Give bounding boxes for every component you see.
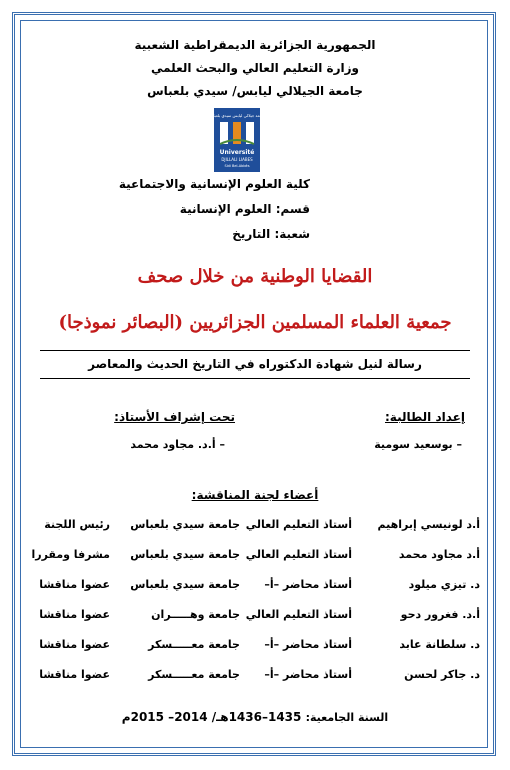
member-role: عضوا مناقشا xyxy=(39,668,110,681)
member-name: أ.د لونيسي إبراهيم xyxy=(377,518,480,531)
student-label: إعداد الطالبة: xyxy=(385,410,465,424)
university-heading: جامعة الجيلالي ليابس/ سيدي بلعباس xyxy=(147,84,363,98)
divider-top xyxy=(40,350,470,351)
member-name: د. جاكر لحسن xyxy=(404,668,480,681)
supervisor-name-text: أ.د. مجاود محمد xyxy=(130,438,216,451)
committee-row xyxy=(40,668,480,686)
member-role: مشرفا ومقررا xyxy=(31,548,110,561)
member-rank: أستاذ التعليم العالي xyxy=(245,518,352,531)
member-rank: أستاذ محاضر –أ– xyxy=(264,638,352,651)
logo-arabic-text: جامعة جيلالي ليابس سيدي بلعباس xyxy=(208,113,266,118)
student-name-text: بوسعيد سومية xyxy=(374,438,453,451)
academic-year-value: 1435–1436هـ/ 2014– 2015م xyxy=(121,710,302,724)
member-role: عضوا مناقشا xyxy=(39,608,110,621)
committee-row xyxy=(40,518,480,536)
supervisor-name: – أ.د. مجاود محمد xyxy=(130,438,225,451)
member-role: عضوا مناقشا xyxy=(39,578,110,591)
thesis-title-line-1: القضايا الوطنية من خلال صحف xyxy=(137,266,373,287)
member-university: جامعة سيدي بلعباس xyxy=(130,548,240,561)
supervisor-label: تحت إشراف الأستاذ: xyxy=(114,410,235,424)
member-university: جامعة وهـــــران xyxy=(151,608,240,621)
member-name: أ.د. فغرور دحو xyxy=(400,608,480,621)
member-rank: أستاذ محاضر –أ– xyxy=(264,578,352,591)
thesis-title-line-2: جمعية العلماء المسلمين الجزائريين (البصائر نموذجا) xyxy=(58,312,452,333)
branch-name: شعبة: التاريخ xyxy=(232,227,310,241)
logo-brand-text: Université xyxy=(219,149,255,156)
ministry-heading: وزارة التعليم العالي والبحث العلمي xyxy=(150,61,360,75)
divider-bottom xyxy=(40,378,470,379)
member-university: جامعة معـــــسكر xyxy=(148,638,240,651)
academic-year xyxy=(100,710,410,724)
committee-row xyxy=(40,608,480,626)
committee-row xyxy=(40,638,480,656)
member-university: جامعة سيدي بلعباس xyxy=(130,518,240,531)
member-role: عضوا مناقشا xyxy=(39,638,110,651)
member-name: د. سلطانة عابد xyxy=(399,638,480,651)
republic-heading: الجمهورية الجزائرية الديمقراطية الشعبية xyxy=(134,38,376,52)
member-university: جامعة معـــــسكر xyxy=(148,668,240,681)
member-rank: أستاذ التعليم العالي xyxy=(245,548,352,561)
member-role: رئيس اللجنة xyxy=(44,518,110,531)
committee-heading: أعضاء لجنة المناقشة: xyxy=(191,488,319,502)
department-name: قسم: العلوم الإنسانية xyxy=(179,202,310,216)
university-logo xyxy=(208,108,266,172)
logo-city-text: Sidi Bel-Abbès xyxy=(224,164,250,168)
member-name: د. تيزي ميلود xyxy=(408,578,480,591)
member-university: جامعة سيدي بلعباس xyxy=(130,578,240,591)
logo-sub-text: DJILLALI LIABES xyxy=(221,157,253,162)
member-rank: أستاذ التعليم العالي xyxy=(245,608,352,621)
degree-subtitle: رسالة لنيل شهادة الدكتوراه في التاريخ الحديث والمعاصر xyxy=(88,357,422,371)
faculty-name: كلية العلوم الإنسانية والاجتماعية xyxy=(118,177,310,191)
committee-row xyxy=(31,548,480,566)
student-name: – بوسعيد سومية xyxy=(374,438,462,451)
member-name: أ.د مجاود محمد xyxy=(398,548,480,561)
academic-year-label: السنة الجامعية: xyxy=(305,711,389,724)
committee-row xyxy=(40,578,480,596)
member-rank: أستاذ محاضر –أ– xyxy=(264,668,352,681)
